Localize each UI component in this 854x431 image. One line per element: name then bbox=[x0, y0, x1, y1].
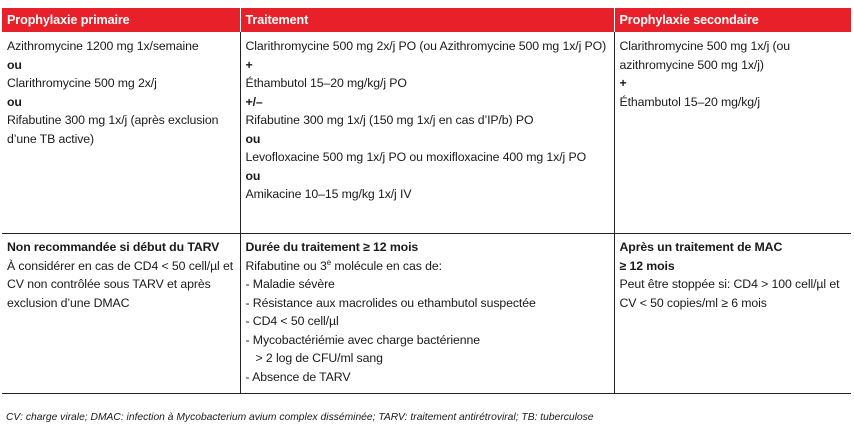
header-prophylaxie-secondaire: Prophylaxie secondaire bbox=[614, 8, 851, 32]
cell-intro: Rifabutine ou 3e molécule en cas de: bbox=[245, 257, 442, 273]
cell-line: Clarithromycine 500 mg 1x/j (ou azithromycine 500 mg 1x/j) bbox=[619, 39, 790, 72]
list-item: - Mycobactériémie avec charge bactérienne bbox=[245, 332, 480, 347]
list-item: > 2 log de CFU/ml sang bbox=[255, 351, 383, 365]
list-item: - Absence de TARV bbox=[245, 369, 351, 384]
header-row bbox=[2, 8, 851, 32]
cell-traitement-regimens bbox=[240, 32, 614, 234]
cell-line: ou bbox=[7, 94, 22, 109]
cell-line: +/– bbox=[245, 94, 263, 109]
cell-line: ou bbox=[7, 57, 22, 72]
cell-line: Clarithromycine 500 mg 2x/j bbox=[7, 76, 157, 90]
header-prophylaxie-primaire: Prophylaxie primaire bbox=[2, 8, 240, 32]
cell-line: Rifabutine 300 mg 1x/j (150 mg 1x/j en cas d’IP/b) PO bbox=[245, 113, 534, 127]
cell-line: Levofloxacine 500 mg 1x/j PO ou moxifloxacine 400 mg 1x/j PO bbox=[245, 150, 587, 164]
header-traitement: Traitement bbox=[240, 8, 614, 32]
cell-line: + bbox=[245, 57, 253, 72]
cell-traitement-duration bbox=[240, 234, 614, 394]
table-row bbox=[2, 32, 851, 234]
cell-primaire-indication bbox=[2, 234, 240, 394]
cell-line: + bbox=[619, 76, 627, 90]
cell-line: ou bbox=[245, 168, 261, 183]
cell-line: Clarithromycine 500 mg 2x/j PO (ou Azithromycine 500 mg 1x/j PO) bbox=[245, 39, 607, 53]
table-footnote: CV: charge virale; DMAC: infection à Mycobacterium avium complex disséminée; TARV: traitement antirétroviral; TB: tuberculose bbox=[6, 412, 594, 423]
cell-body: Peut être stoppée si: CD4 > 100 cell/µl et CV < 50 copies/ml ≥ 6 mois bbox=[619, 277, 840, 310]
cell-secondaire-regimens bbox=[614, 32, 851, 234]
cell-title: Non recommandée si début du TARV bbox=[7, 240, 220, 254]
cell-title: Après un traitement de MAC bbox=[619, 240, 783, 254]
cell-primaire-regimens bbox=[2, 32, 240, 234]
cell-body: À considérer en cas de CD4 < 50 cell/µl et CV non contrôlée sous TARV et après exclusion d’une DMAC bbox=[7, 258, 234, 310]
cell-title: ≥ 12 mois bbox=[619, 258, 675, 273]
cell-line: Éthambutol 15–20 mg/kg/j PO bbox=[245, 76, 407, 90]
cell-line: Rifabutine 300 mg 1x/j (après exclusion d’une TB active) bbox=[7, 113, 219, 146]
prophylaxis-table bbox=[2, 8, 851, 394]
cell-secondaire-stop bbox=[614, 234, 851, 394]
list-item: - Maladie sévère bbox=[245, 277, 335, 291]
cell-line: Azithromycine 1200 mg 1x/semaine bbox=[7, 39, 199, 53]
list-item: - CD4 < 50 cell/µl bbox=[245, 314, 339, 328]
cell-line: Amikacine 10–15 mg/kg 1x/j IV bbox=[245, 187, 412, 201]
cell-line: ou bbox=[245, 131, 261, 146]
cell-title: Durée du traitement ≥ 12 mois bbox=[245, 240, 419, 254]
table-row bbox=[2, 234, 851, 394]
cell-line: Éthambutol 15–20 mg/kg/j bbox=[619, 94, 760, 109]
list-item: - Résistance aux macrolides ou ethambutol suspectée bbox=[245, 295, 536, 310]
